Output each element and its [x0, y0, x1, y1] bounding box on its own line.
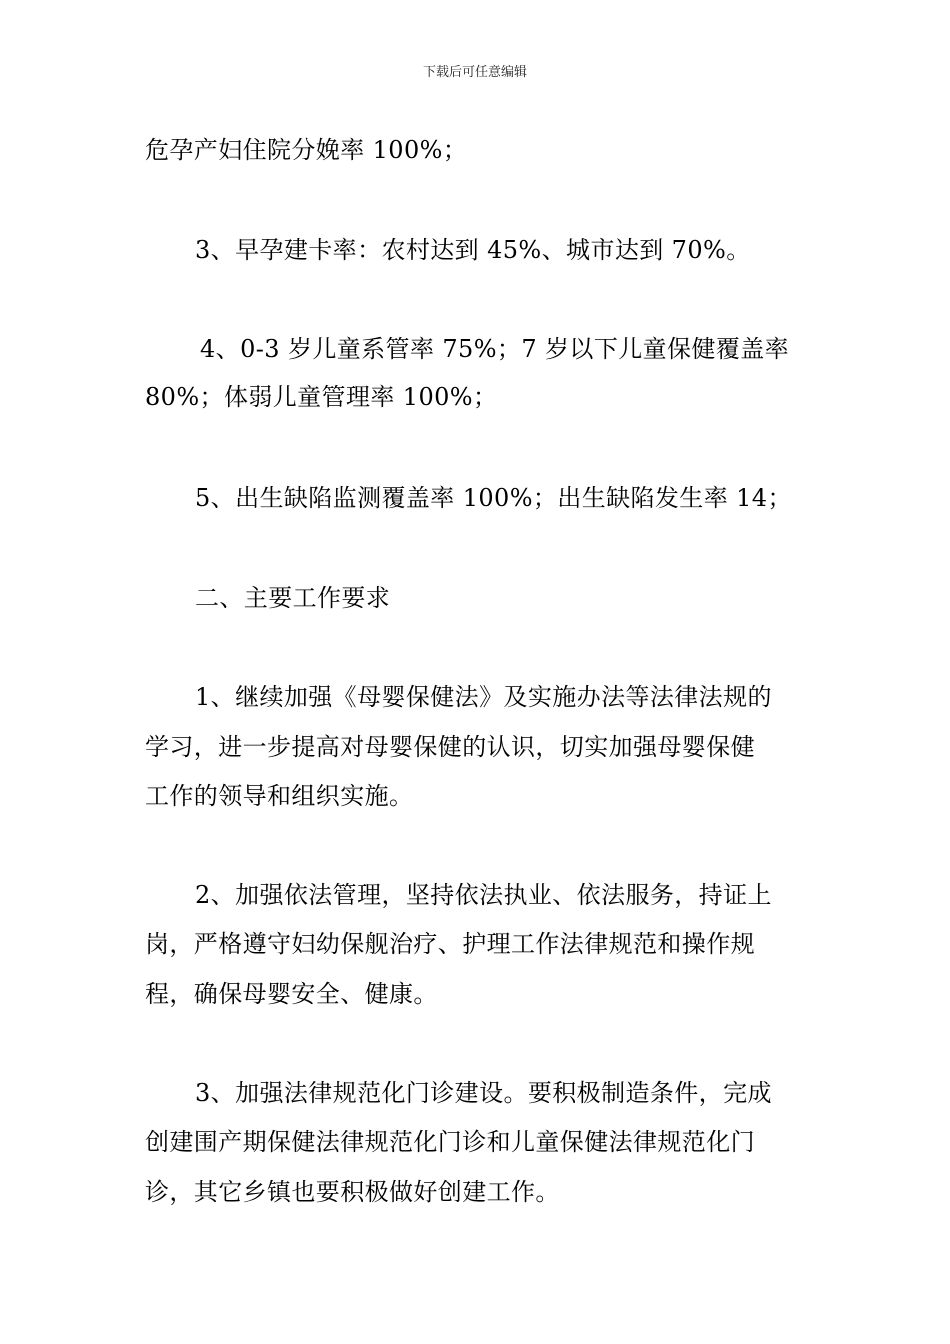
paragraph-line: 80%；体弱儿童管理率 100%；: [145, 383, 498, 411]
paragraph-line: 诊，其它乡镇也要积极做好创建工作。: [145, 1178, 560, 1206]
paragraph-line: 1、继续加强《母婴保健法》及实施办法等法律法规的: [195, 683, 772, 711]
paragraph-line: 3、加强法律规范化门诊建设。要积极制造条件，完成: [195, 1079, 772, 1107]
paragraph-line: 创建围产期保健法律规范化门诊和儿童保健法律规范化门: [145, 1128, 755, 1156]
paragraph-line: 岗，严格遵守妇幼保舰治疗、护理工作法律规范和操作规: [145, 930, 755, 958]
paragraph-line: 学习，进一步提高对母婴保健的认识，切实加强母婴保健: [145, 733, 755, 761]
section-heading: 二、主要工作要求: [195, 584, 391, 612]
paragraph-line: 3、早孕建卡率：农村达到 45%、城市达到 70%。: [195, 236, 751, 264]
paragraph-line: 工作的领导和组织实施。: [145, 782, 414, 810]
paragraph-line: 2、加强依法管理，坚持依法执业、依法服务，持证上: [195, 881, 772, 909]
paragraph-line: 5、出生缺陷监测覆盖率 100%；出生缺陷发生率 14；: [195, 484, 792, 512]
page-header: 下载后可任意编辑: [422, 65, 527, 80]
paragraph-line: 危孕产妇住院分娩率 100%；: [145, 136, 468, 164]
paragraph-line: 4、0-3 岁儿童系管率 75%；7 岁以下儿童保健覆盖率: [200, 335, 790, 363]
paragraph-line: 程，确保母婴安全、健康。: [145, 980, 438, 1008]
